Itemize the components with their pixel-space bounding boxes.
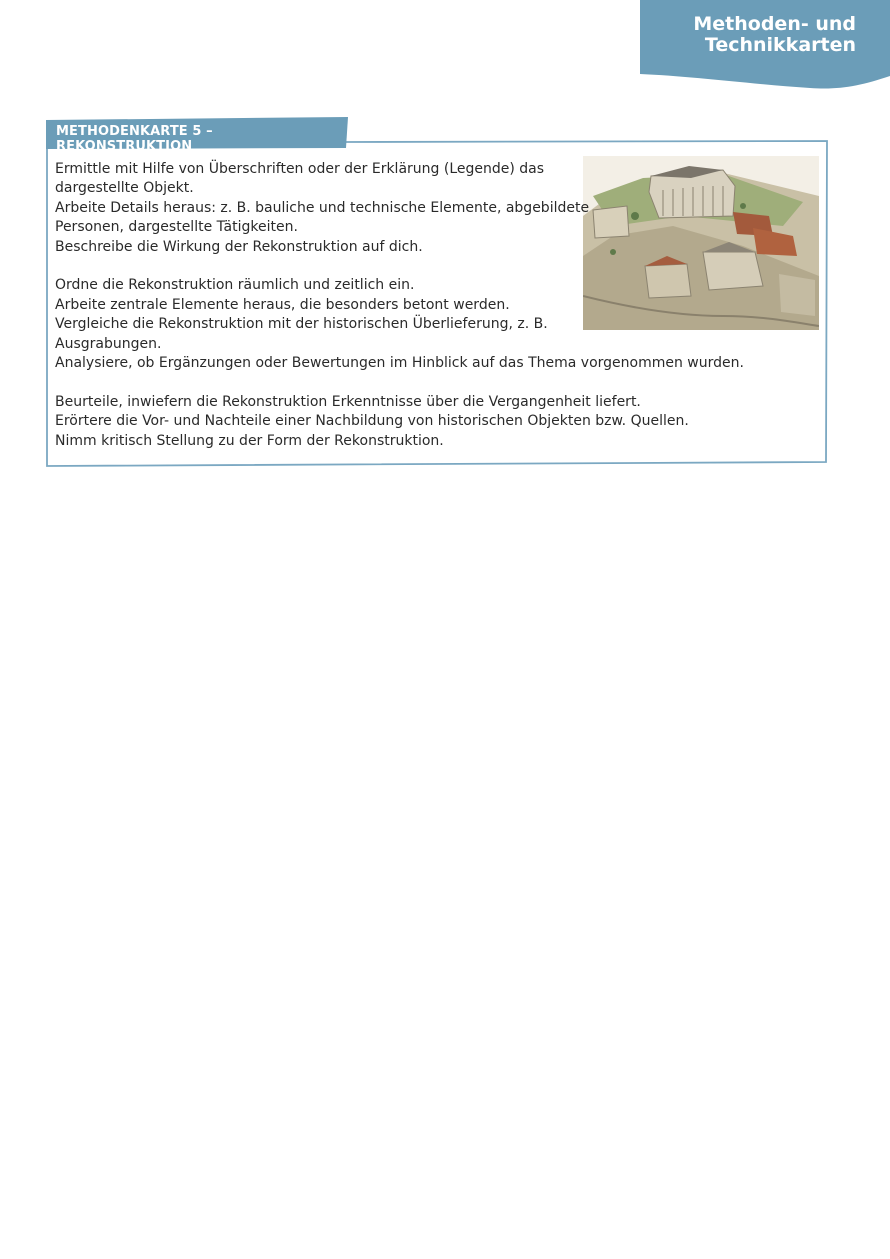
paragraph-evaluate (55, 393, 815, 451)
paragraph-gap (55, 373, 815, 392)
section-title-line-2: Technikkarten (704, 34, 856, 56)
text-line: Nimm kritisch Stellung zu der Form der Rekonstruktion. (55, 432, 444, 449)
paragraph-gap (55, 257, 815, 276)
text-line: Personen, dargestellte Tätigkeiten. (55, 219, 298, 236)
text-line: Beurteile, inwiefern die Rekonstruktion Erkenntnisse über die Vergangenheit liefert. (55, 393, 641, 410)
text-line: Arbeite zentrale Elemente heraus, die besonders betont werden. (55, 296, 510, 313)
card-header (46, 117, 348, 154)
text-line: Vergleiche die Rekonstruktion mit der historischen Überlieferung, z. B. (55, 316, 548, 333)
card-title: METHODENKARTE 5 – REKONSTRUKTION (56, 124, 213, 154)
card-body (55, 160, 815, 451)
text-line: Arbeite Details heraus: z. B. bauliche und technische Elemente, abgebildete (55, 199, 590, 216)
text-line: Ordne die Rekonstruktion räumlich und zeitlich ein. (55, 277, 415, 294)
text-line: Ermittle mit Hilfe von Überschriften oder der Erklärung (Legende) das (55, 161, 545, 177)
section-title (693, 14, 856, 56)
text-line: Analysiere, ob Ergänzungen oder Bewertungen im Hinblick auf das Thema vorgenommen wurden. (55, 355, 744, 372)
section-title-line-1: Methoden- und (693, 13, 856, 35)
section-tab (640, 0, 890, 90)
paragraph-describe (55, 160, 815, 257)
text-line: dargestellte Objekt. (55, 180, 194, 197)
text-line: Erörtere die Vor- und Nachteile einer Nachbildung von historischen Objekten bzw. Quellen. (55, 413, 689, 430)
text-line: Beschreibe die Wirkung der Rekonstruktion auf dich. (55, 238, 423, 255)
paragraph-analyze (55, 276, 815, 373)
text-line: Ausgrabungen. (55, 335, 162, 352)
